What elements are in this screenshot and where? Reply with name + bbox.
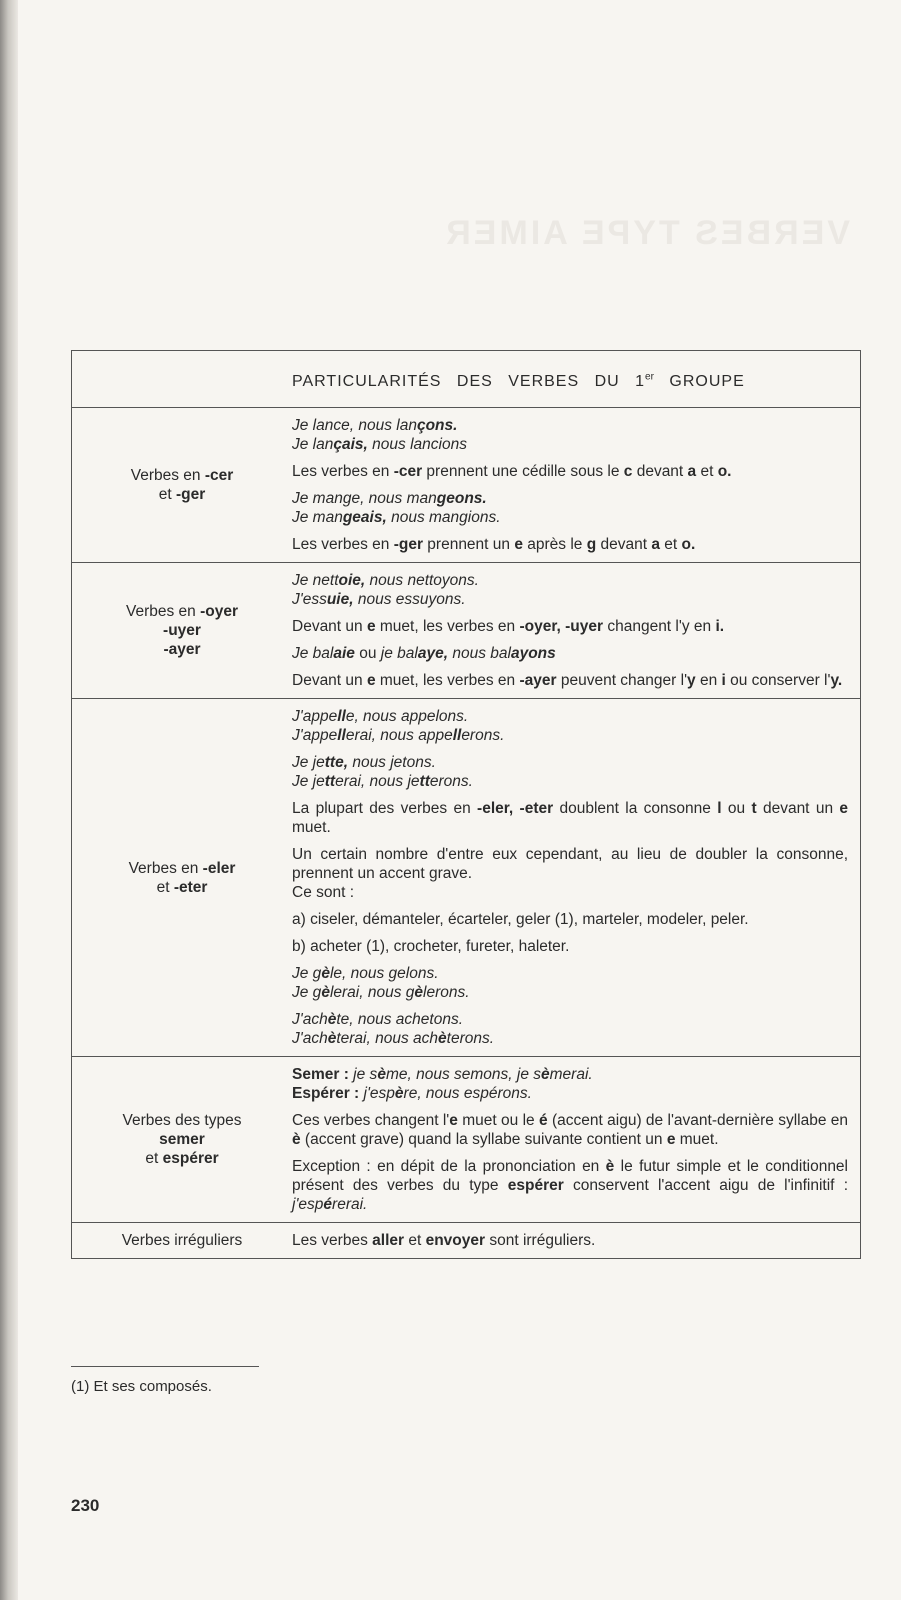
row-content-irreguliers: Les verbes aller et envoyer sont irréguliers. [292,1223,861,1259]
show-through-text: VERBES TYPE AIMER [443,214,850,252]
example-ger: Je mange, nous mangeons. Je mangeais, nous mangions. [292,490,501,526]
row-content-cer-ger [292,408,861,563]
row-label-irreguliers: Verbes irréguliers [72,1223,293,1259]
row-content-oyer-uyer-ayer [292,563,861,699]
table-header-row [72,351,861,408]
page-number: 230 [71,1496,100,1515]
rule-cer: Les verbes en -cer prennent une cédille sous le c devant a et o. [292,463,732,480]
list-item-a: a) ciseler, démanteler, écarteler, geler (1), marteler, modeler, peler. [292,911,749,928]
header-empty-cell [72,351,293,408]
table-row-cer-ger [72,408,861,563]
row-label-oyer-uyer-ayer: Verbes en -oyer -uyer -ayer [72,563,293,699]
table-title: PARTICULARITÉS DES VERBES DU 1er GROUPE [292,351,861,408]
example-geler: Je gèle, nous gelons. Je gèlerai, nous gèlerons. [292,965,470,1001]
rule-ger: Les verbes en -ger prennent un e après le g devant a et o. [292,536,696,553]
example-oyer-uyer: Je nettoie, nous nettoyons. J'essuie, nous essuyons. [292,572,479,608]
rule-oyer-uyer: Devant un e muet, les verbes en -oyer, -uyer changent l'y en i. [292,618,725,635]
rule-semer-esperer: Ces verbes changent l'e muet ou le é (accent aigu) de l'avant-dernière syllabe en è (accent grave) quand la syllabe suivante contient un e muet. [292,1112,849,1148]
verb-particularities-table [71,350,861,1259]
footnote: (1) Et ses composés. [71,1378,212,1395]
list-item-b: b) acheter (1), crocheter, fureter, haleter. [292,938,570,955]
row-content-semer-esperer [292,1057,861,1223]
row-label-eler-eter: Verbes en -eler et -eter [72,699,293,1057]
footnote-divider [71,1366,259,1367]
table-row-semer-esperer [72,1057,861,1223]
table-row-oyer-uyer-ayer [72,563,861,699]
row-content-eler-eter [292,699,861,1057]
rule-exception: Exception : en dépit de la prononciation en è le futur simple et le conditionnel présent des verbes du type espérer conservent l'accent aigu de l'infinitif : j'espérerai. [292,1158,848,1213]
row-label-semer-esperer: Verbes des types semer et espérer [72,1057,293,1223]
table-row-eler-eter [72,699,861,1057]
example-cer: Je lance, nous lançons. Je lançais, nous lancions [292,417,467,453]
rule-accent-grave: Un certain nombre d'entre eux cependant, au lieu de doubler la consonne, prennent un accent grave. Ce sont : [292,846,848,901]
table-row-irreguliers [72,1223,861,1259]
example-ayer: Je balaie ou je balaye, nous balayons [292,645,556,662]
page-binding-edge [0,0,18,1600]
example-appeler: J'appelle, nous appelons. J'appellerai, nous appellerons. [292,708,505,744]
example-semer-esperer: Semer : je sème, nous semons, je sèmerai. Espérer : j'espère, nous espérons. [292,1066,593,1102]
example-jeter: Je jette, nous jetons. Je jetterai, nous jetterons. [292,754,473,790]
rule-ayer: Devant un e muet, les verbes en -ayer peuvent changer l'y en i ou conserver l'y. [292,672,843,689]
example-acheter: J'achète, nous achetons. J'achèterai, nous achèterons. [292,1011,495,1047]
row-label-cer-ger: Verbes en -cer et -ger [72,408,293,563]
rule-eler-eter: La plupart des verbes en -eler, -eter doublent la consonne l ou t devant un e muet. [292,800,849,836]
